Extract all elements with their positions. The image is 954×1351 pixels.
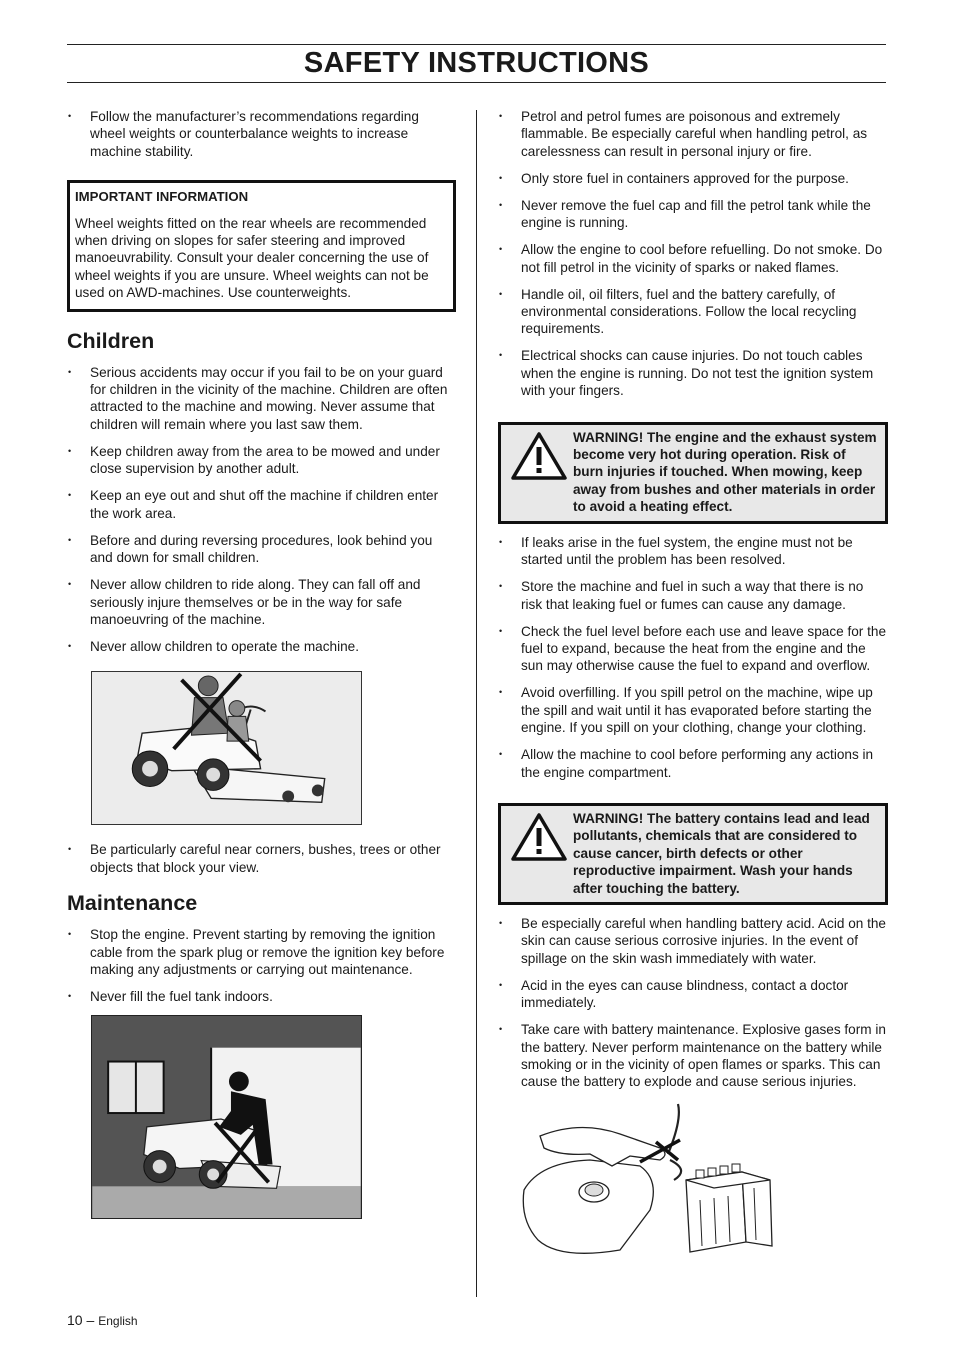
list-item: • Take care with battery maintenance. Explosive gases form in the battery. Never perform maintenance on the battery while smoking or in the vicinity of open flames or sparks. This can cause the battery to explode and cause serious injuries.	[498, 1021, 888, 1091]
children-heading: Children	[67, 328, 155, 353]
warning-triangle-icon	[505, 810, 573, 897]
list-item: • Never allow children to operate the machine.	[67, 638, 457, 655]
battery-ignition-illustration	[520, 1100, 886, 1262]
intro-bullet-list	[67, 108, 457, 160]
important-information-box	[67, 180, 456, 311]
important-information-title: IMPORTANT INFORMATION	[75, 189, 249, 205]
refuel-indoors-crossed-drawing	[92, 1016, 361, 1218]
list-item: • Keep children away from the area to be mowed and under close supervision by another adult.	[67, 443, 457, 478]
page-footer	[67, 1312, 138, 1328]
list-item: • Petrol and petrol fumes are poisonous and extremely flammable. Be especially careful when handling petrol, as carelessness can result in personal injury or fire.	[498, 108, 888, 160]
indoor-refuelling-illustration	[91, 1015, 362, 1219]
footer-language: English	[98, 1314, 138, 1328]
page-title: SAFETY INSTRUCTIONS	[303, 47, 650, 79]
maintenance-heading: Maintenance	[67, 891, 198, 916]
fuel-system-bullet-list	[498, 534, 888, 781]
fuel-bullet-list	[498, 108, 888, 400]
column-divider	[476, 110, 477, 1297]
list-item: • Allow the machine to cool before performing any actions in the engine compartment.	[498, 746, 888, 781]
list-item: • Serious accidents may occur if you fail to be on your guard for children in the vicinity of the machine. Children are often attracted to the machine and mowing. Never assume that children will remain where you last saw them.	[67, 364, 457, 434]
list-item: • Electrical shocks can cause injuries. Do not touch cables when the engine is running. Do not test the ignition system with your fingers.	[498, 347, 888, 399]
child-on-mower-crossed-drawing	[92, 672, 361, 824]
list-item: • Follow the manufacturer’s recommendations regarding wheel weights or counterbalance weights to increase machine stability.	[67, 108, 457, 160]
list-item: • If leaks arise in the fuel system, the engine must not be started until the problem has been resolved.	[498, 534, 888, 569]
page-number: 10 –	[67, 1312, 95, 1328]
warning-triangle-icon	[505, 429, 573, 516]
list-item: • Handle oil, oil filters, fuel and the battery carefully, of environmental considerations. Follow the local recycling requirements.	[498, 286, 888, 338]
list-item: • Keep an eye out and shut off the machine if children enter the work area.	[67, 487, 457, 522]
list-item: • Be especially careful when handling battery acid. Acid on the skin can cause serious corrosive injuries. In the event of spillage on the skin wash immediately with water.	[498, 915, 888, 967]
list-item: • Before and during reversing procedures, look behind you and down for small children.	[67, 532, 457, 567]
battery-and-hand-drawing	[520, 1100, 886, 1262]
important-information-text: Wheel weights fitted on the rear wheels are recommended when driving on slopes for safer steering and improved manoeuvrability. Consult your dealer concerning the use of wheel weights if you are unsure. Wheel weights can not be used on AWD-machines. Use counterweights.	[75, 215, 429, 301]
children-bullet-list	[67, 364, 457, 656]
exhaust-warning-box	[498, 422, 888, 524]
list-item: • Stop the engine. Prevent starting by removing the ignition cable from the spark plug or remove the ignition key before making any adjustments or carrying out maintenance.	[67, 926, 457, 978]
list-item: • Only store fuel in containers approved for the purpose.	[498, 170, 888, 187]
list-item: • Never fill the fuel tank indoors.	[67, 988, 457, 1005]
children-after-figure-list	[67, 841, 457, 876]
battery-warning-box	[498, 803, 888, 905]
battery-bullet-list	[498, 915, 888, 1091]
list-item: • Check the fuel level before each use and leave space for the fuel to expand, because the heat from the engine and the sun may otherwise cause the fuel to expand and overflow.	[498, 623, 888, 675]
left-column	[67, 108, 457, 1235]
list-item: • Avoid overfilling. If you spill petrol on the machine, wipe up the spill and wait until it has evaporated before starting the engine. If you spill on your clothing, change your clothing.	[498, 684, 888, 736]
battery-warning-text: WARNING! The battery contains lead and lead pollutants, chemicals that are considered to cause cancer, birth defects or other reproductive impairment. Wash your hands after touching the battery.	[573, 810, 870, 896]
right-column	[498, 108, 888, 1278]
list-item: • Never allow children to ride along. They can fall off and seriously injure themselves or be in the way for safe manoeuvring of the machine.	[67, 576, 457, 628]
exhaust-warning-text: WARNING! The engine and the exhaust system become very hot during operation. Risk of burn injuries if touched. When mowing, keep away from bushes and other materials in order to avoid a heating effect.	[573, 429, 877, 515]
list-item: • Be particularly careful near corners, bushes, trees or other objects that block your view.	[67, 841, 457, 876]
maintenance-bullet-list	[67, 926, 457, 1005]
list-item: • Never remove the fuel cap and fill the petrol tank while the engine is running.	[498, 197, 888, 232]
children-riding-mower-illustration	[91, 671, 362, 825]
list-item: • Allow the engine to cool before refuelling. Do not smoke. Do not fill petrol in the vicinity of sparks or naked flames.	[498, 241, 888, 276]
page-header	[67, 44, 886, 83]
list-item: • Acid in the eyes can cause blindness, contact a doctor immediately.	[498, 977, 888, 1012]
list-item: • Store the machine and fuel in such a way that there is no risk that leaking fuel or fumes can cause any damage.	[498, 578, 888, 613]
